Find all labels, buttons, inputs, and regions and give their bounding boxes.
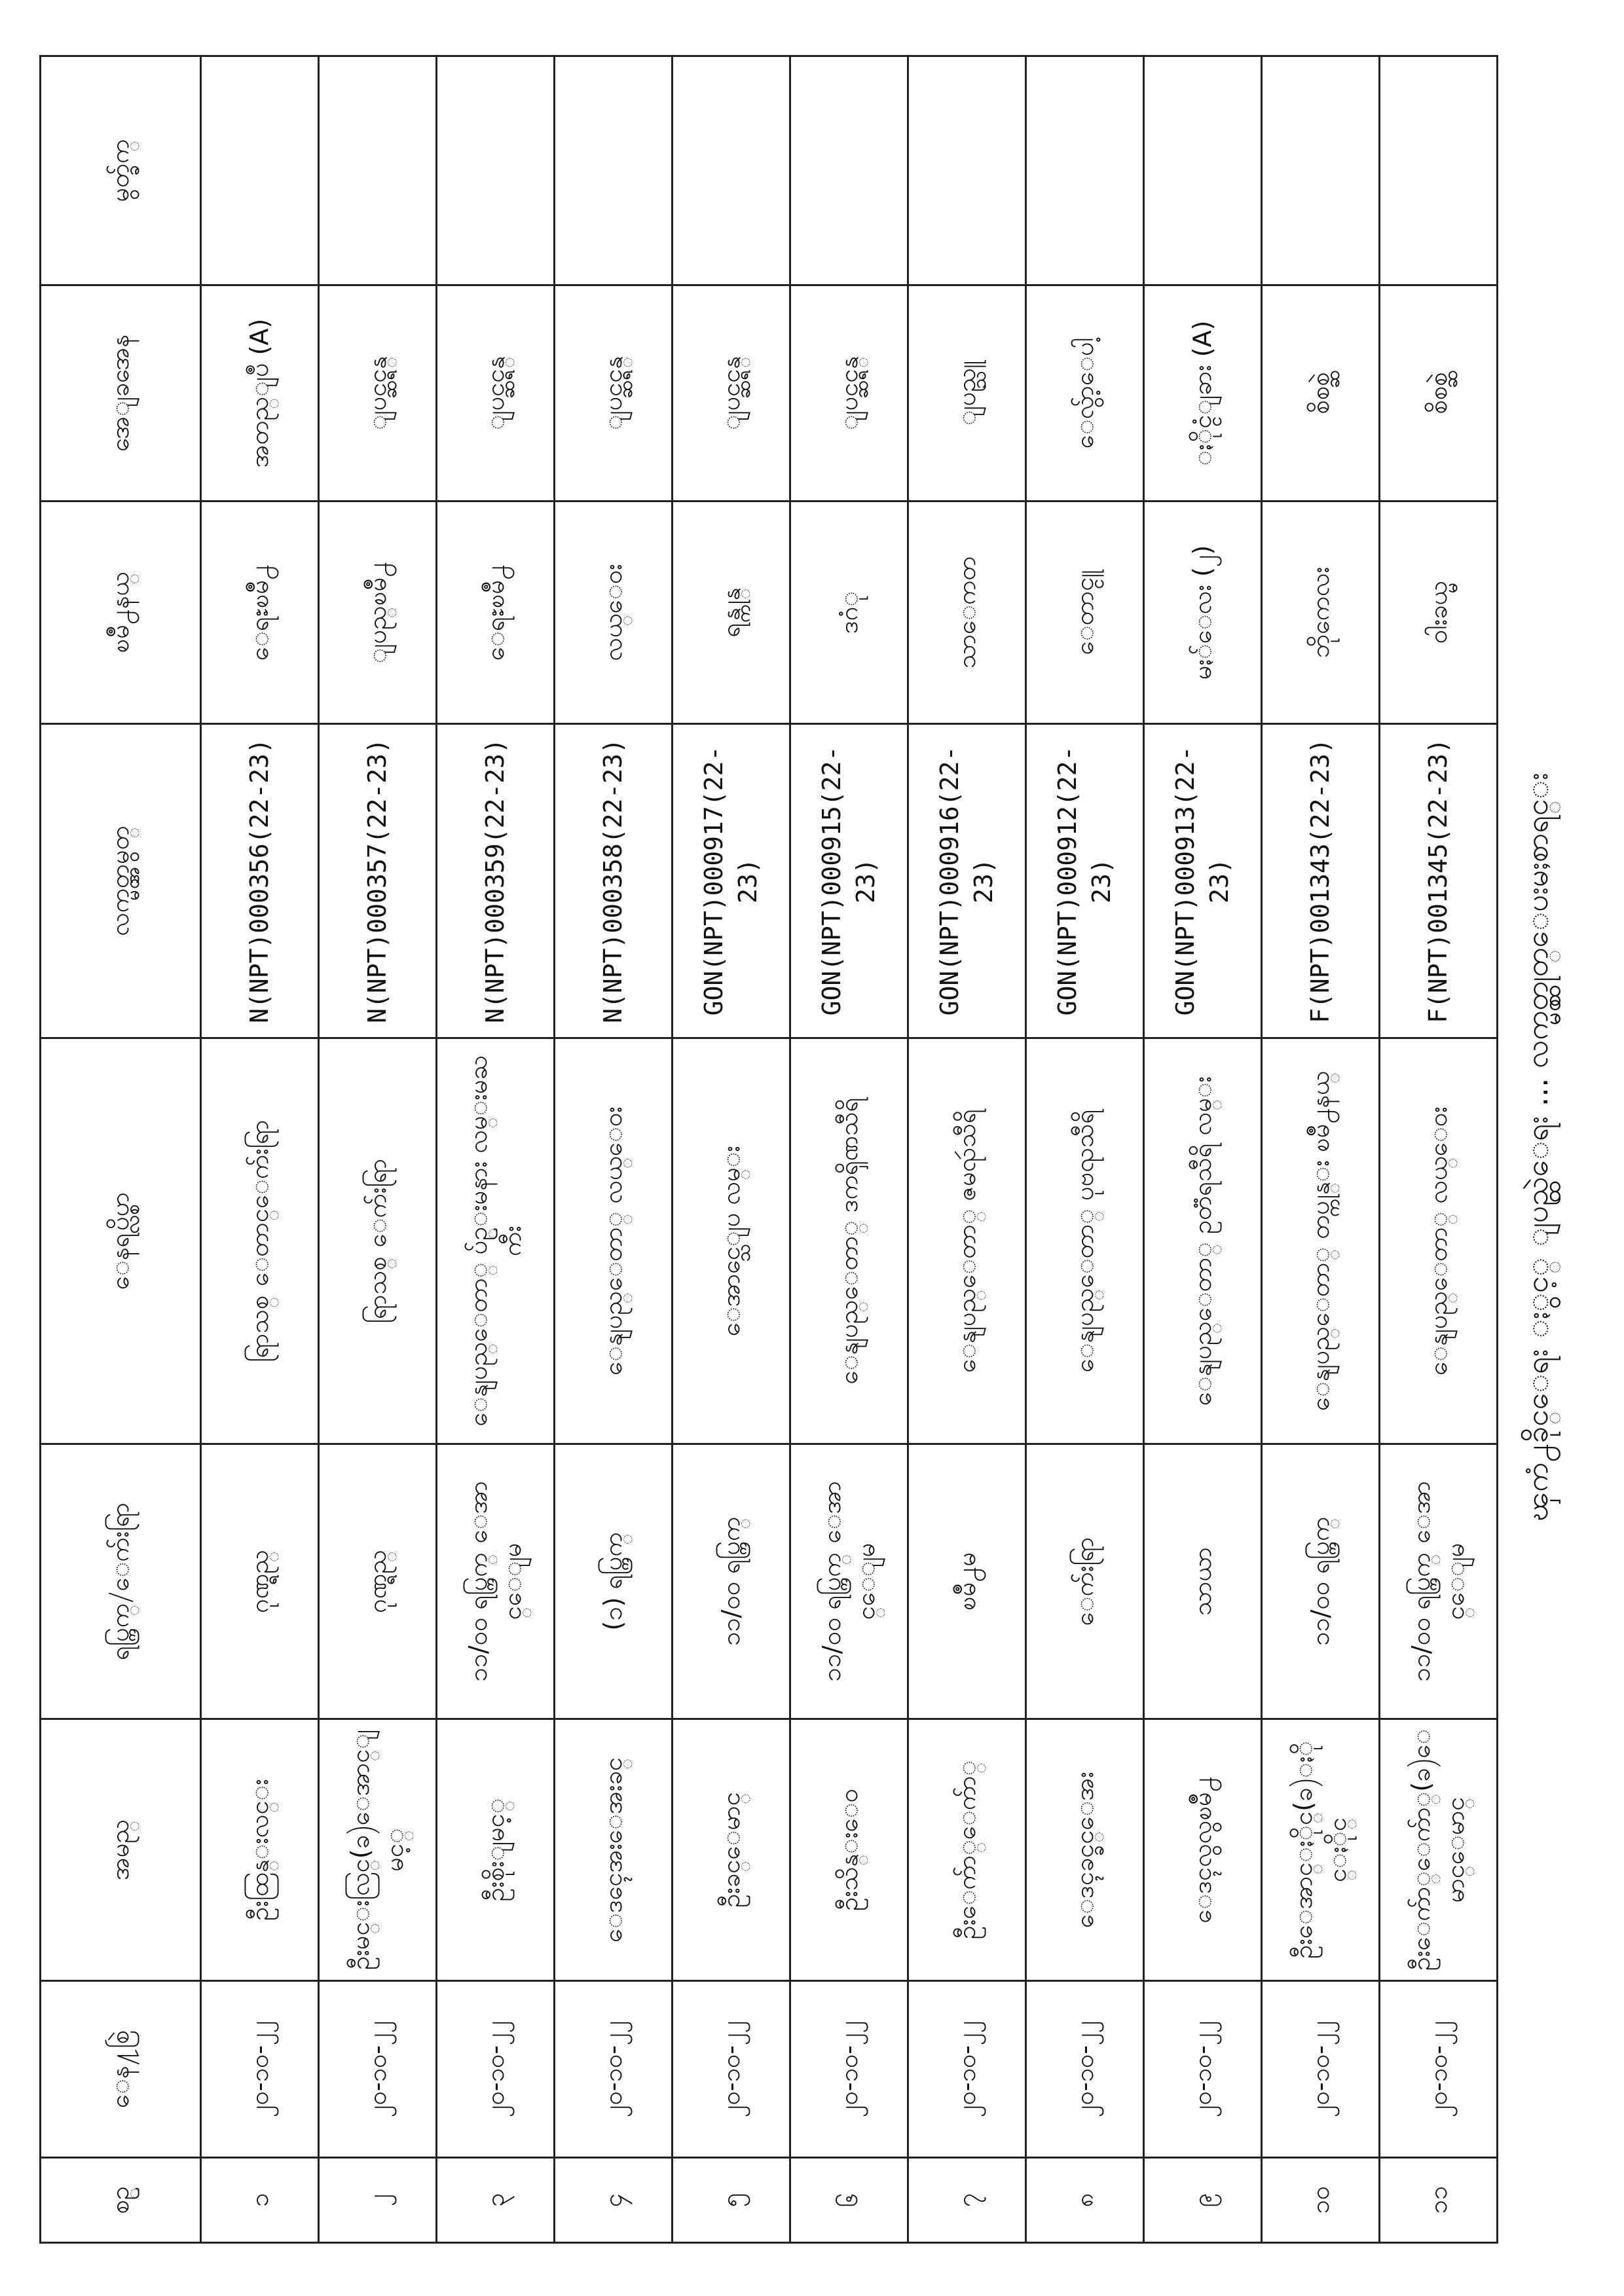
cell-date: ၂၀-၁၀-၂၂ [437,1981,555,2158]
cell-address: ရြာသစ္ ေက်းရြာ [319,1038,437,1444]
table-body [201,56,1498,2243]
cell-remark [319,56,437,285]
cell-cert: GON(NPT)000915(22-23) [790,724,908,1038]
cell-township: ေရႊၿမိဳ႕ [437,501,555,724]
table-row [1026,56,1144,2243]
cell-remark [1380,56,1498,285]
table-row [1380,56,1498,2243]
cell-address: ေနျပည္ေတာ္ ပုဗၺသီရိ [1026,1038,1144,1444]
cell-address: ေအာင္သေျပ လမ္း [673,1038,790,1444]
header-cert: လက္မွတ္အမွတ္ [41,724,201,1038]
cell-village: ၁၁/၀၀ ရပ္ကြက္ [673,1444,790,1719]
cell-village: (၁) ရပ္ကြက္ [555,1444,673,1719]
cell-address: ေနျပည္ေတာ္ လယ္ေဝး [1380,1038,1498,1444]
cell-date: ၂၀-၁၀-၂၂ [201,1981,319,2158]
cell-name: ေဒၚလွလွၿမိဳ႕ [1144,1719,1262,1981]
cell-status: ေလွ်ာ့ေပါ့ [1026,285,1144,501]
cell-township: မႏၲေလး (၂) [1144,501,1262,724]
cell-no: ၆ [790,2158,908,2243]
cell-cert: N(NPT)000357(22-23) [319,724,437,1038]
cell-status: စိစစ္ဆဲ [1262,285,1380,501]
cell-cert: F(NPT)001345(22-23) [1380,724,1498,1038]
cell-township: သာေကတ [908,501,1026,724]
cell-name: ဦးေက်ာ္ေက်ာ္ [908,1719,1026,1981]
cell-township: ျပည္ၿမိဳ႕ [319,501,437,724]
cell-township: ေတာင္ငူ [1026,501,1144,724]
table-row [201,56,319,2243]
cell-name: ဦးေအာင္ႏိုင္(ခ)ႏိုင္ႏိုင္ [1262,1719,1380,1981]
cell-date: ၂၀-၁၀-၂၂ [555,1981,673,2158]
header-township: ၿမိဳ႕နယ္ [41,501,201,724]
cell-no: ၄ [555,2158,673,2243]
cell-remark [555,56,673,285]
cell-status: ျပင္ဆင္ရန္ [319,285,437,501]
table-row [908,56,1026,2243]
cell-no: ၁၀ [1262,2158,1380,2243]
cell-no: ၂ [319,2158,437,2243]
cell-date: ၂၀-၁၀-၂၂ [790,1981,908,2158]
cell-no: ၁ [201,2158,319,2243]
table-row [319,56,437,2243]
cell-name: ေဒၚခင္ခင္ေအး [1026,1719,1144,1981]
cell-cert: GON(NPT)000916(22-23) [908,724,1026,1038]
cell-remark [437,56,555,285]
cell-remark [1026,56,1144,285]
header-name: အမည္ [41,1719,201,1981]
header-village: ရပ္ကြက္/ေက်းရြာ [41,1444,201,1719]
cell-status: ျပင္ဆင္ရန္ [555,285,673,501]
table-row [673,56,790,2243]
cell-village: ၿမိဳ႕မ [908,1444,1026,1719]
cell-village: ဂုဏ္ရည္ [319,1444,437,1719]
header-status: အေျခအေန [41,285,201,501]
cell-status: အတည္ျပဳ (A) [201,285,319,501]
cell-name: ေဒၚေအးေအးခင္ [555,1719,673,1981]
cell-no: ၈ [1026,2158,1144,2243]
cell-village: ၁၁/၀၀ ရပ္ကြက္ ေအာင္ေျမ [437,1444,555,1719]
header-no: စဥ္ [41,2158,201,2243]
cell-date: ၂၀-၁၀-၂၂ [319,1981,437,2158]
document-title: ၾကံ႕ခိုင္ေရး ႏွင့္ ျပည္ထဲေရး ... လက္မွတ္ထုတ္ေပးမႈစာရင္း [1519,773,1555,1522]
cell-township: ရန္ကုန္ [673,501,790,724]
cell-date: ၂၀-၁၀-၂၂ [1144,1981,1262,2158]
header-date: ေန႔စြဲ [41,1981,201,2158]
cell-name: ဦးစိုးျမင့္ [437,1719,555,1981]
cell-name: ဦးခင္ေမာင္ [673,1719,790,1981]
cell-name: ဦးမင္းလြင္(ခ)ေအာင္ျမင့္ [319,1719,437,1981]
cell-name: ဦးသိန္းေဝ [790,1719,908,1981]
cell-township: ေရႊၿမိဳ႕ [201,501,319,724]
cell-village: သာယာ [1144,1444,1262,1719]
table-header-row [41,56,201,2243]
cell-address: ေနျပည္ေတာ္ ဒကၡိဏသီရိ [790,1038,908,1444]
cell-no: ၉ [1144,2158,1262,2243]
table-row [437,56,555,2243]
cell-name: ဦးေက်ာ္ေက်ာ္(ခ)ေမာင္ေမာင္ [1380,1719,1498,1981]
cell-address: ေနျပည္ေတာ္ ပ်ဥ္းမနား လမ္းမႀကီး [437,1038,555,1444]
cell-date: ၂၀-၁၀-၂၂ [1026,1981,1144,2158]
table-row [1144,56,1262,2243]
cell-no: ၇ [908,2158,1026,2243]
cell-remark [673,56,790,285]
cell-cert: GON(NPT)000913(22-23) [1144,724,1262,1038]
cell-status: ျပင္ဆင္ရန္ [790,285,908,501]
cell-remark [790,56,908,285]
cell-village: ၁၁/၀၀ ရပ္ကြက္ ေအာင္ေျမ [790,1444,908,1719]
header-address: ေနရပ္လိပ္စာ [41,1038,201,1444]
cell-date: ၂၀-၁၀-၂၂ [673,1981,790,2158]
cell-status: စိစစ္ဆဲ [1380,285,1498,501]
cell-cert: GON(NPT)000917(22-23) [673,724,790,1038]
cell-cert: N(NPT)000358(22-23) [555,724,673,1038]
cell-township: ဘိုကေလး [1262,501,1380,724]
table-row [1262,56,1380,2243]
cell-status: ျပည္သူ [908,285,1026,501]
table-row [555,56,673,2243]
cell-village: ေက်းရြာ [1026,1444,1144,1719]
cell-cert: F(NPT)001343(22-23) [1262,724,1380,1038]
cell-address: ေနျပည္ေတာ္ တပ္ကုန္း ၿမိဳ႕နယ္ [1262,1038,1380,1444]
cell-cert: N(NPT)000359(22-23) [437,724,555,1038]
cell-no: ၅ [673,2158,790,2243]
cell-township: လယ္ေဝး [555,501,673,724]
cell-cert: N(NPT)000356(22-23) [201,724,319,1038]
cell-township: ဒဂံု [790,501,908,724]
cell-status: ႏိုင္ငံျခား (A) [1144,285,1262,501]
cell-no: ၁၁ [1380,2158,1498,2243]
cell-township: ဝါးခယ္မ [1380,501,1498,724]
header-remark: မွတ္ခ်က္ [41,56,201,285]
cell-date: ၂၀-၁၀-၂၂ [1262,1981,1380,2158]
cell-date: ၂၀-၁၀-၂၂ [908,1981,1026,2158]
cell-cert: GON(NPT)000912(22-23) [1026,724,1144,1038]
cell-remark [201,56,319,285]
cell-remark [908,56,1026,285]
cell-village: ၁၁/၀၀ ရပ္ကြက္ [1262,1444,1380,1719]
cell-address: ရြာသစ္ ေတာင္ေက်းရြာ [201,1038,319,1444]
cell-address: ေနျပည္ေတာ္ ဇမၺဴသီရိ [908,1038,1026,1444]
cell-village: ဂုဏ္ရည္ [201,1444,319,1719]
cell-name: ဦးထြန္းလင္း [201,1719,319,1981]
cell-no: ၃ [437,2158,555,2243]
records-table [39,55,1498,2244]
cell-date: ၂၀-၁၀-၂၂ [1380,1981,1498,2158]
cell-status: ျပင္ဆင္ရန္ [437,285,555,501]
table-row [790,56,908,2243]
cell-status: ျပင္ဆင္ရန္ [673,285,790,501]
cell-remark [1144,56,1262,285]
cell-village: ၁၁/၀၀ ရပ္ကြက္ ေအာင္ေျမ [1380,1444,1498,1719]
cell-remark [1262,56,1380,285]
cell-address: ေနျပည္ေတာ္ ဥတၱရသီရိ လမ္း [1144,1038,1262,1444]
cell-address: ေနျပည္ေတာ္ လယ္ေဝး [555,1038,673,1444]
